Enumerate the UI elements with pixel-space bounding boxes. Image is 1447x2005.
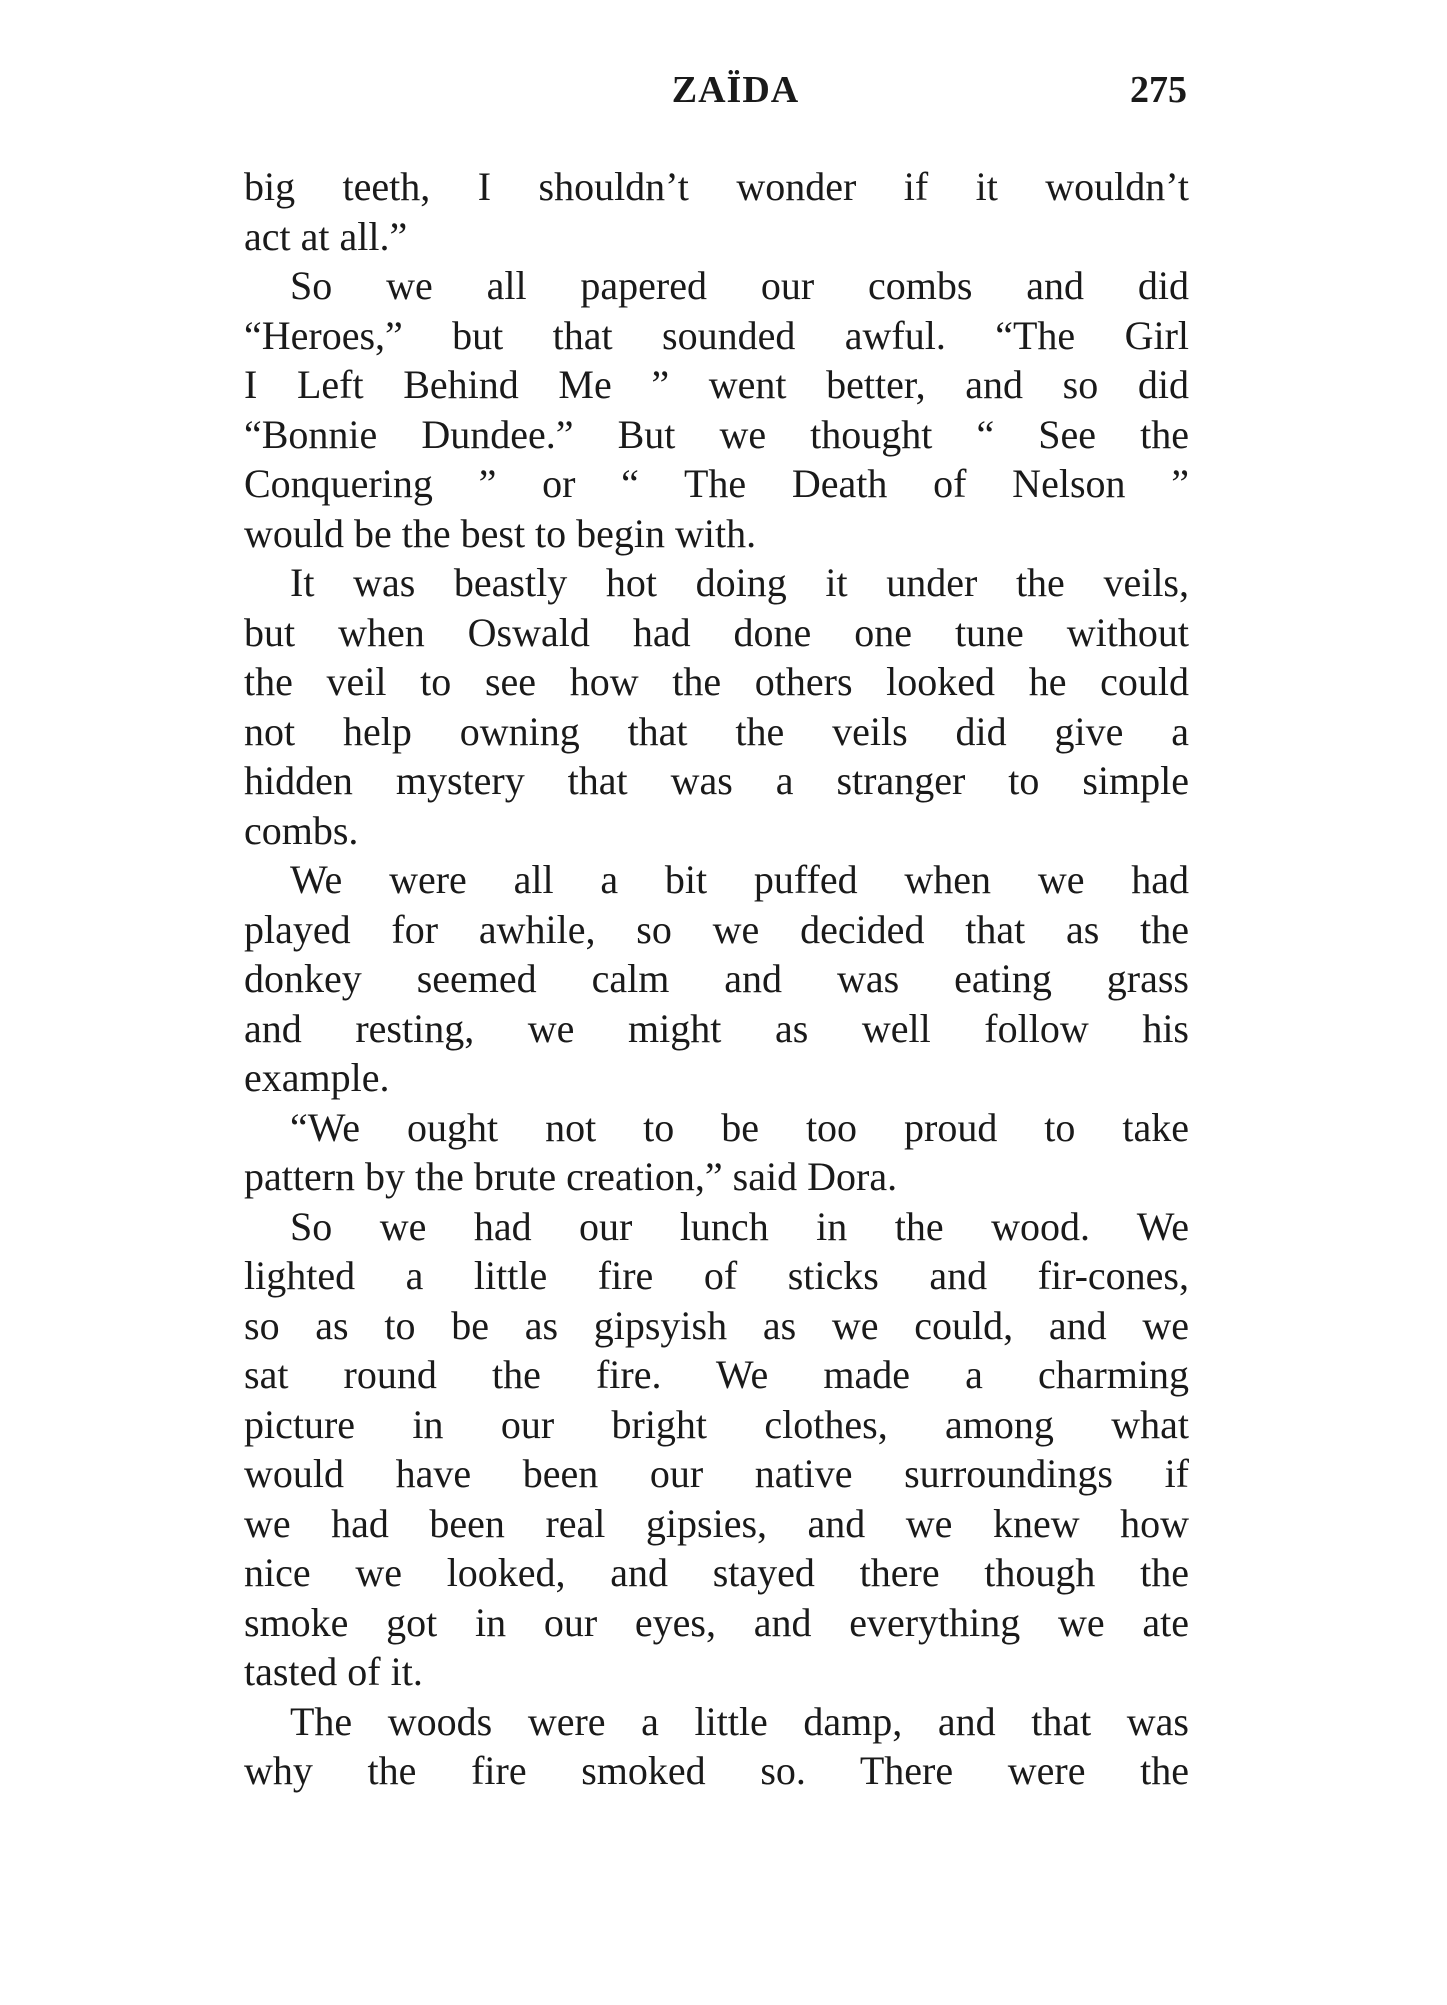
text-line: Conquering ” or “ The Death of Nelson ”: [244, 461, 1189, 506]
text-line: tasted of it.: [244, 1649, 423, 1694]
text-line: smoke got in our eyes, and everything we ate: [244, 1599, 1189, 1645]
text-line: we had been real gipsies, and we knew how: [244, 1500, 1189, 1546]
text-line: So we had our lunch in the wood. We: [290, 1203, 1189, 1249]
text-line: so as to be as gipsyish as we could, and we: [244, 1302, 1189, 1348]
text-line: I Left Behind Me ” went better, and so did: [244, 362, 1189, 407]
text-line: and resting, we might as well follow his: [244, 1005, 1189, 1051]
chapter-title: ZAÏDA: [671, 69, 800, 111]
text-line: hidden mystery that was a stranger to simple: [244, 758, 1189, 803]
text-line: act at all.”: [244, 213, 408, 259]
text-line: combs.: [244, 807, 359, 853]
text-line: played for awhile, so we decided that as the: [244, 906, 1189, 952]
text-line: but when Oswald had done one tune without: [244, 609, 1189, 655]
text-line: The woods were a little damp, and that was: [290, 1698, 1189, 1744]
page-number: 275: [1130, 69, 1187, 111]
text-line: nice we looked, and stayed there though the: [244, 1550, 1189, 1595]
text-line: pattern by the brute creation,” said Dora.: [244, 1154, 898, 1199]
text-line: example.: [244, 1055, 390, 1100]
text-line: “Heroes,” but that sounded awful. “The Girl: [244, 312, 1189, 358]
text-line: picture in our bright clothes, among what: [244, 1401, 1189, 1447]
text-line: why the fire smoked so. There were the: [244, 1748, 1189, 1793]
text-line: “Bonnie Dundee.” But we thought “ See the: [244, 411, 1189, 457]
text-line: would be the best to begin with.: [244, 510, 757, 556]
running-head: [244, 68, 1187, 128]
text-line: lighted a little fire of sticks and fir-cones,: [244, 1253, 1189, 1298]
text-line: “We ought not to be too proud to take: [290, 1104, 1189, 1150]
text-line: sat round the fire. We made a charming: [244, 1352, 1189, 1397]
text-line: We were all a bit puffed when we had: [290, 857, 1189, 902]
text-line: big teeth, I shouldn’t wonder if it wouldn’t: [244, 164, 1189, 209]
text-line: donkey seemed calm and was eating grass: [244, 956, 1189, 1001]
text-line: It was beastly hot doing it under the veils,: [290, 560, 1189, 605]
text-line: not help owning that the veils did give a: [244, 708, 1189, 754]
text-line: would have been our native surroundings if: [244, 1451, 1189, 1496]
text-line: the veil to see how the others looked he could: [244, 659, 1189, 704]
text-line: So we all papered our combs and did: [290, 263, 1189, 308]
body-text: [244, 162, 1189, 1796]
